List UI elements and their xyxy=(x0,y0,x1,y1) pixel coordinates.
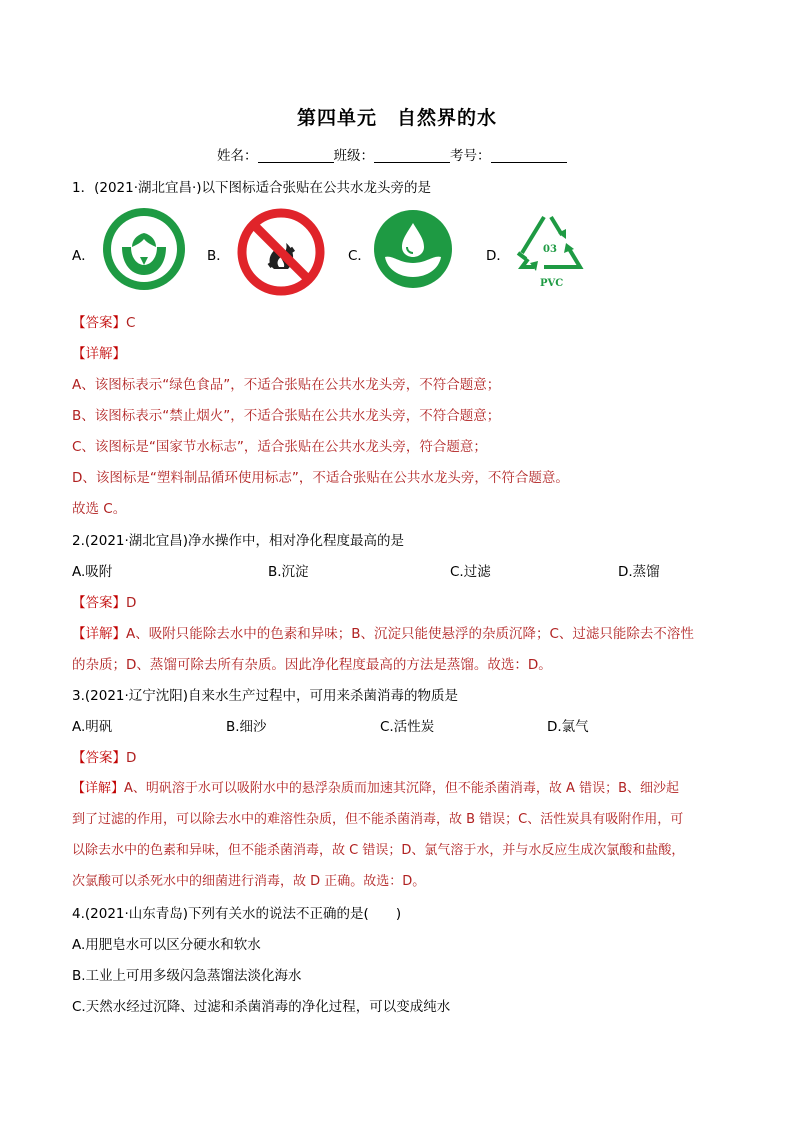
exam-label: 考号： xyxy=(450,148,491,164)
q3-answer xyxy=(72,746,136,766)
q2-stem: 2.(2021·湖北宜昌)净水操作中，相对净化程度最高的是 xyxy=(72,533,405,549)
q1-detail-tag: 【详解】 xyxy=(72,346,126,362)
recycle-number: 03 xyxy=(543,244,557,255)
name-label: 姓名： xyxy=(217,148,258,164)
q1-detail-line: 故选 C。 xyxy=(72,501,127,517)
q1-option-b-label: B． xyxy=(207,248,230,264)
q2-answer xyxy=(72,591,136,611)
q1-detail-line: C、该图标是“国家节水标志”，适合张贴在公共水龙头旁，符合题意； xyxy=(72,439,487,455)
q1-option-d-label: D． xyxy=(486,248,510,264)
q1-option-a-label: A． xyxy=(72,248,95,264)
q1-answer xyxy=(72,311,135,331)
answer-value: D xyxy=(126,595,137,611)
exam-blank[interactable] xyxy=(491,148,567,163)
class-label: 班级： xyxy=(333,148,374,164)
recycle-text: PVC xyxy=(540,278,564,289)
q4-stem: 4.(2021·山东青岛)下列有关水的说法不正确的是( ) xyxy=(72,906,402,922)
no-fire-icon xyxy=(236,207,326,297)
q3-option-b: B.细沙 xyxy=(226,719,267,735)
detail-text: A、吸附只能除去水中的色素和异味；B、沉淀只能使悬浮的杂质沉降；C、过滤只能除去不溶性 xyxy=(126,626,694,642)
water-saving-icon xyxy=(373,209,453,289)
student-info-row xyxy=(217,144,567,164)
detail-tag: 【详解】 xyxy=(72,781,125,796)
page-title: 第四单元 自然界的水 xyxy=(296,107,497,129)
q2-detail-line: 的杂质；D、蒸馏可除去所有杂质。因此净化程度最高的方法是蒸馏。故选：D。 xyxy=(72,657,552,673)
q3-detail xyxy=(72,777,679,796)
q2-option-d: D.蒸馏 xyxy=(618,564,660,580)
q1-detail-line: A、该图标表示“绿色食品”，不适合张贴在公共水龙头旁，不符合题意； xyxy=(72,377,501,393)
q3-detail-line: 次氯酸可以杀死水中的细菌进行消毒，故 D 正确。故选：D。 xyxy=(72,874,426,889)
answer-value: D xyxy=(126,750,137,766)
answer-tag: 【答案】 xyxy=(72,315,126,331)
q4-option-b: B.工业上可用多级闪急蒸馏法淡化海水 xyxy=(72,968,302,984)
q1-detail-line: B、该图标表示“禁止烟火”，不适合张贴在公共水龙头旁，不符合题意； xyxy=(72,408,501,424)
q4-option-a: A.用肥皂水可以区分硬水和软水 xyxy=(72,937,261,953)
answer-value: C xyxy=(126,315,136,331)
q2-detail xyxy=(72,622,694,642)
q1-detail-line: D、该图标是“塑料制品循环使用标志”，不适合张贴在公共水龙头旁，不符合题意。 xyxy=(72,470,569,486)
q3-detail-line: 以除去水中的色素和异味，但不能杀菌消毒，故 C 错误；D、氯气溶于水，并与水反应生成次氯酸和盐酸， xyxy=(72,843,685,858)
detail-text: A、明矾溶于水可以吸附水中的悬浮杂质而加速其沉降，但不能杀菌消毒，故 A 错误；B、细沙起 xyxy=(124,781,679,796)
name-blank[interactable] xyxy=(258,148,334,163)
class-blank[interactable] xyxy=(374,148,450,163)
q3-option-c: C.活性炭 xyxy=(380,719,435,735)
answer-tag: 【答案】 xyxy=(72,750,126,766)
q4-option-c: C.天然水经过沉降、过滤和杀菌消毒的净化过程，可以变成纯水 xyxy=(72,999,451,1015)
green-food-icon xyxy=(102,207,186,291)
q3-option-d: D.氯气 xyxy=(547,719,589,735)
q1-option-c-label: C． xyxy=(348,248,371,264)
q3-option-a: A.明矾 xyxy=(72,719,113,735)
q3-detail-line: 到了过滤的作用，可以除去水中的难溶性杂质，但不能杀菌消毒，故 B 错误；C、活性炭具有吸附作用，可 xyxy=(72,812,684,827)
q3-stem: 3.(2021·辽宁沈阳)自来水生产过程中，可用来杀菌消毒的物质是 xyxy=(72,688,459,704)
q1-stem: 1．(2021·湖北宜昌·)以下图标适合张贴在公共水龙头旁的是 xyxy=(72,180,432,196)
q2-option-c: C.过滤 xyxy=(450,564,491,580)
q2-option-b: B.沉淀 xyxy=(268,564,309,580)
detail-tag: 【详解】 xyxy=(72,626,126,642)
q2-option-a: A.吸附 xyxy=(72,564,113,580)
answer-tag: 【答案】 xyxy=(72,595,126,611)
